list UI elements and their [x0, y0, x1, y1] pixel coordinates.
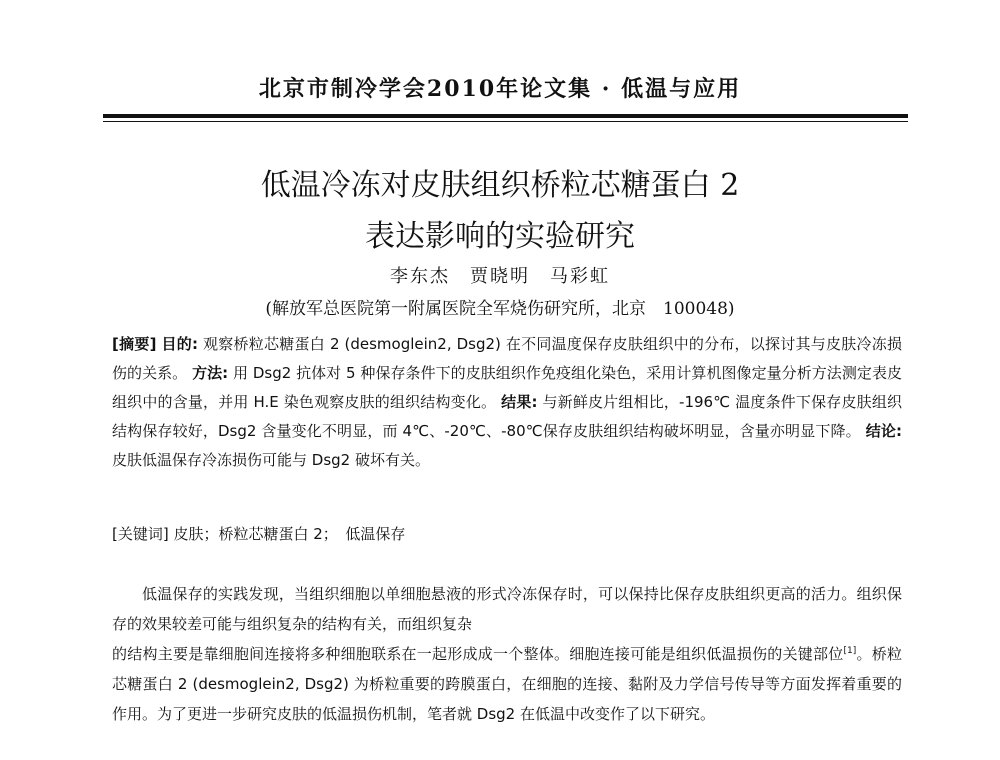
- body-paragraph-2-a: 的结构主要是靠细胞间连接将多种细胞联系在一起形成成一个整体。细胞连接可能是组织低温损伤的关键部位: [112, 645, 844, 663]
- body-text: [112, 579, 902, 729]
- abstract: [112, 330, 902, 475]
- running-header: 北京市制冷学会2010年论文集 · 低温与应用: [258, 76, 742, 102]
- abstract-results-text: 与新鲜皮片组相比，-196℃ 温度条件下保存皮肤组织结构保存较好，Dsg2 含量变化不明显，而 4℃、-20℃、-80℃保存皮肤组织结构破坏明显，含量亦明显下降。: [112, 393, 902, 440]
- abstract-label: [摘要]: [112, 335, 157, 353]
- affiliation: (解放军总医院第一附属医院全军烧伤研究所，北京 100048): [265, 299, 735, 319]
- abstract-conclusion-label: 结论:: [865, 422, 902, 440]
- citation-ref: [1]: [843, 646, 857, 656]
- keywords-label: [关键词]: [112, 525, 169, 543]
- abstract-conclusion-text: 皮肤低温保存冷冻损伤可能与 Dsg2 破坏有关。: [112, 451, 430, 469]
- abstract-results-label: 结果:: [501, 393, 538, 411]
- body-paragraph-2: [112, 639, 902, 729]
- paper-title-line1: 低温冷冻对皮肤组织桥粒芯糖蛋白 2: [260, 168, 740, 203]
- abstract-methods-label: 方法:: [192, 364, 229, 382]
- keywords-text: 皮肤；桥粒芯糖蛋白 2； 低温保存: [173, 525, 406, 543]
- body-paragraph-1: 低温保存的实践发现，当组织细胞以单细胞悬液的形式冷冻保存时，可以保持比保存皮肤组织更高的活力。组织保存的效果较差可能与组织复杂的结构有关，而组织复杂: [112, 585, 902, 633]
- keywords: [112, 520, 902, 549]
- header-rule-thick: [103, 114, 908, 118]
- abstract-methods-text: 用 Dsg2 抗体对 5 种保存条件下的皮肤组织作免疫组化染色，采用计算机图像定量分析方法测定表皮组织中的含量，并用 H.E 染色观察皮肤的组织结构变化。: [112, 364, 902, 411]
- authors: 李东杰 贾晓明 马彩虹: [390, 266, 610, 287]
- abstract-objective-text: 观察桥粒芯糖蛋白 2 (desmoglein2, Dsg2) 在不同温度保存皮肤组织中的分布，以探讨其与皮肤冷冻损伤的关系。: [112, 335, 902, 382]
- body-paragraph-2-b: 。桥粒芯糖蛋白 2 (desmoglein2, Dsg2) 为桥粒重要的跨膜蛋白，在细胞的连接、黏附及力学信号传导等方面发挥着重要的作用。为了更进一步研究皮肤的低温损伤机制，笔者就 Dsg2 在低温中改变作了以下研究。: [112, 645, 902, 723]
- abstract-objective-label: 目的:: [161, 335, 198, 353]
- header-rule-thin: [103, 121, 908, 122]
- paper-title-line2: 表达影响的实验研究: [365, 219, 635, 254]
